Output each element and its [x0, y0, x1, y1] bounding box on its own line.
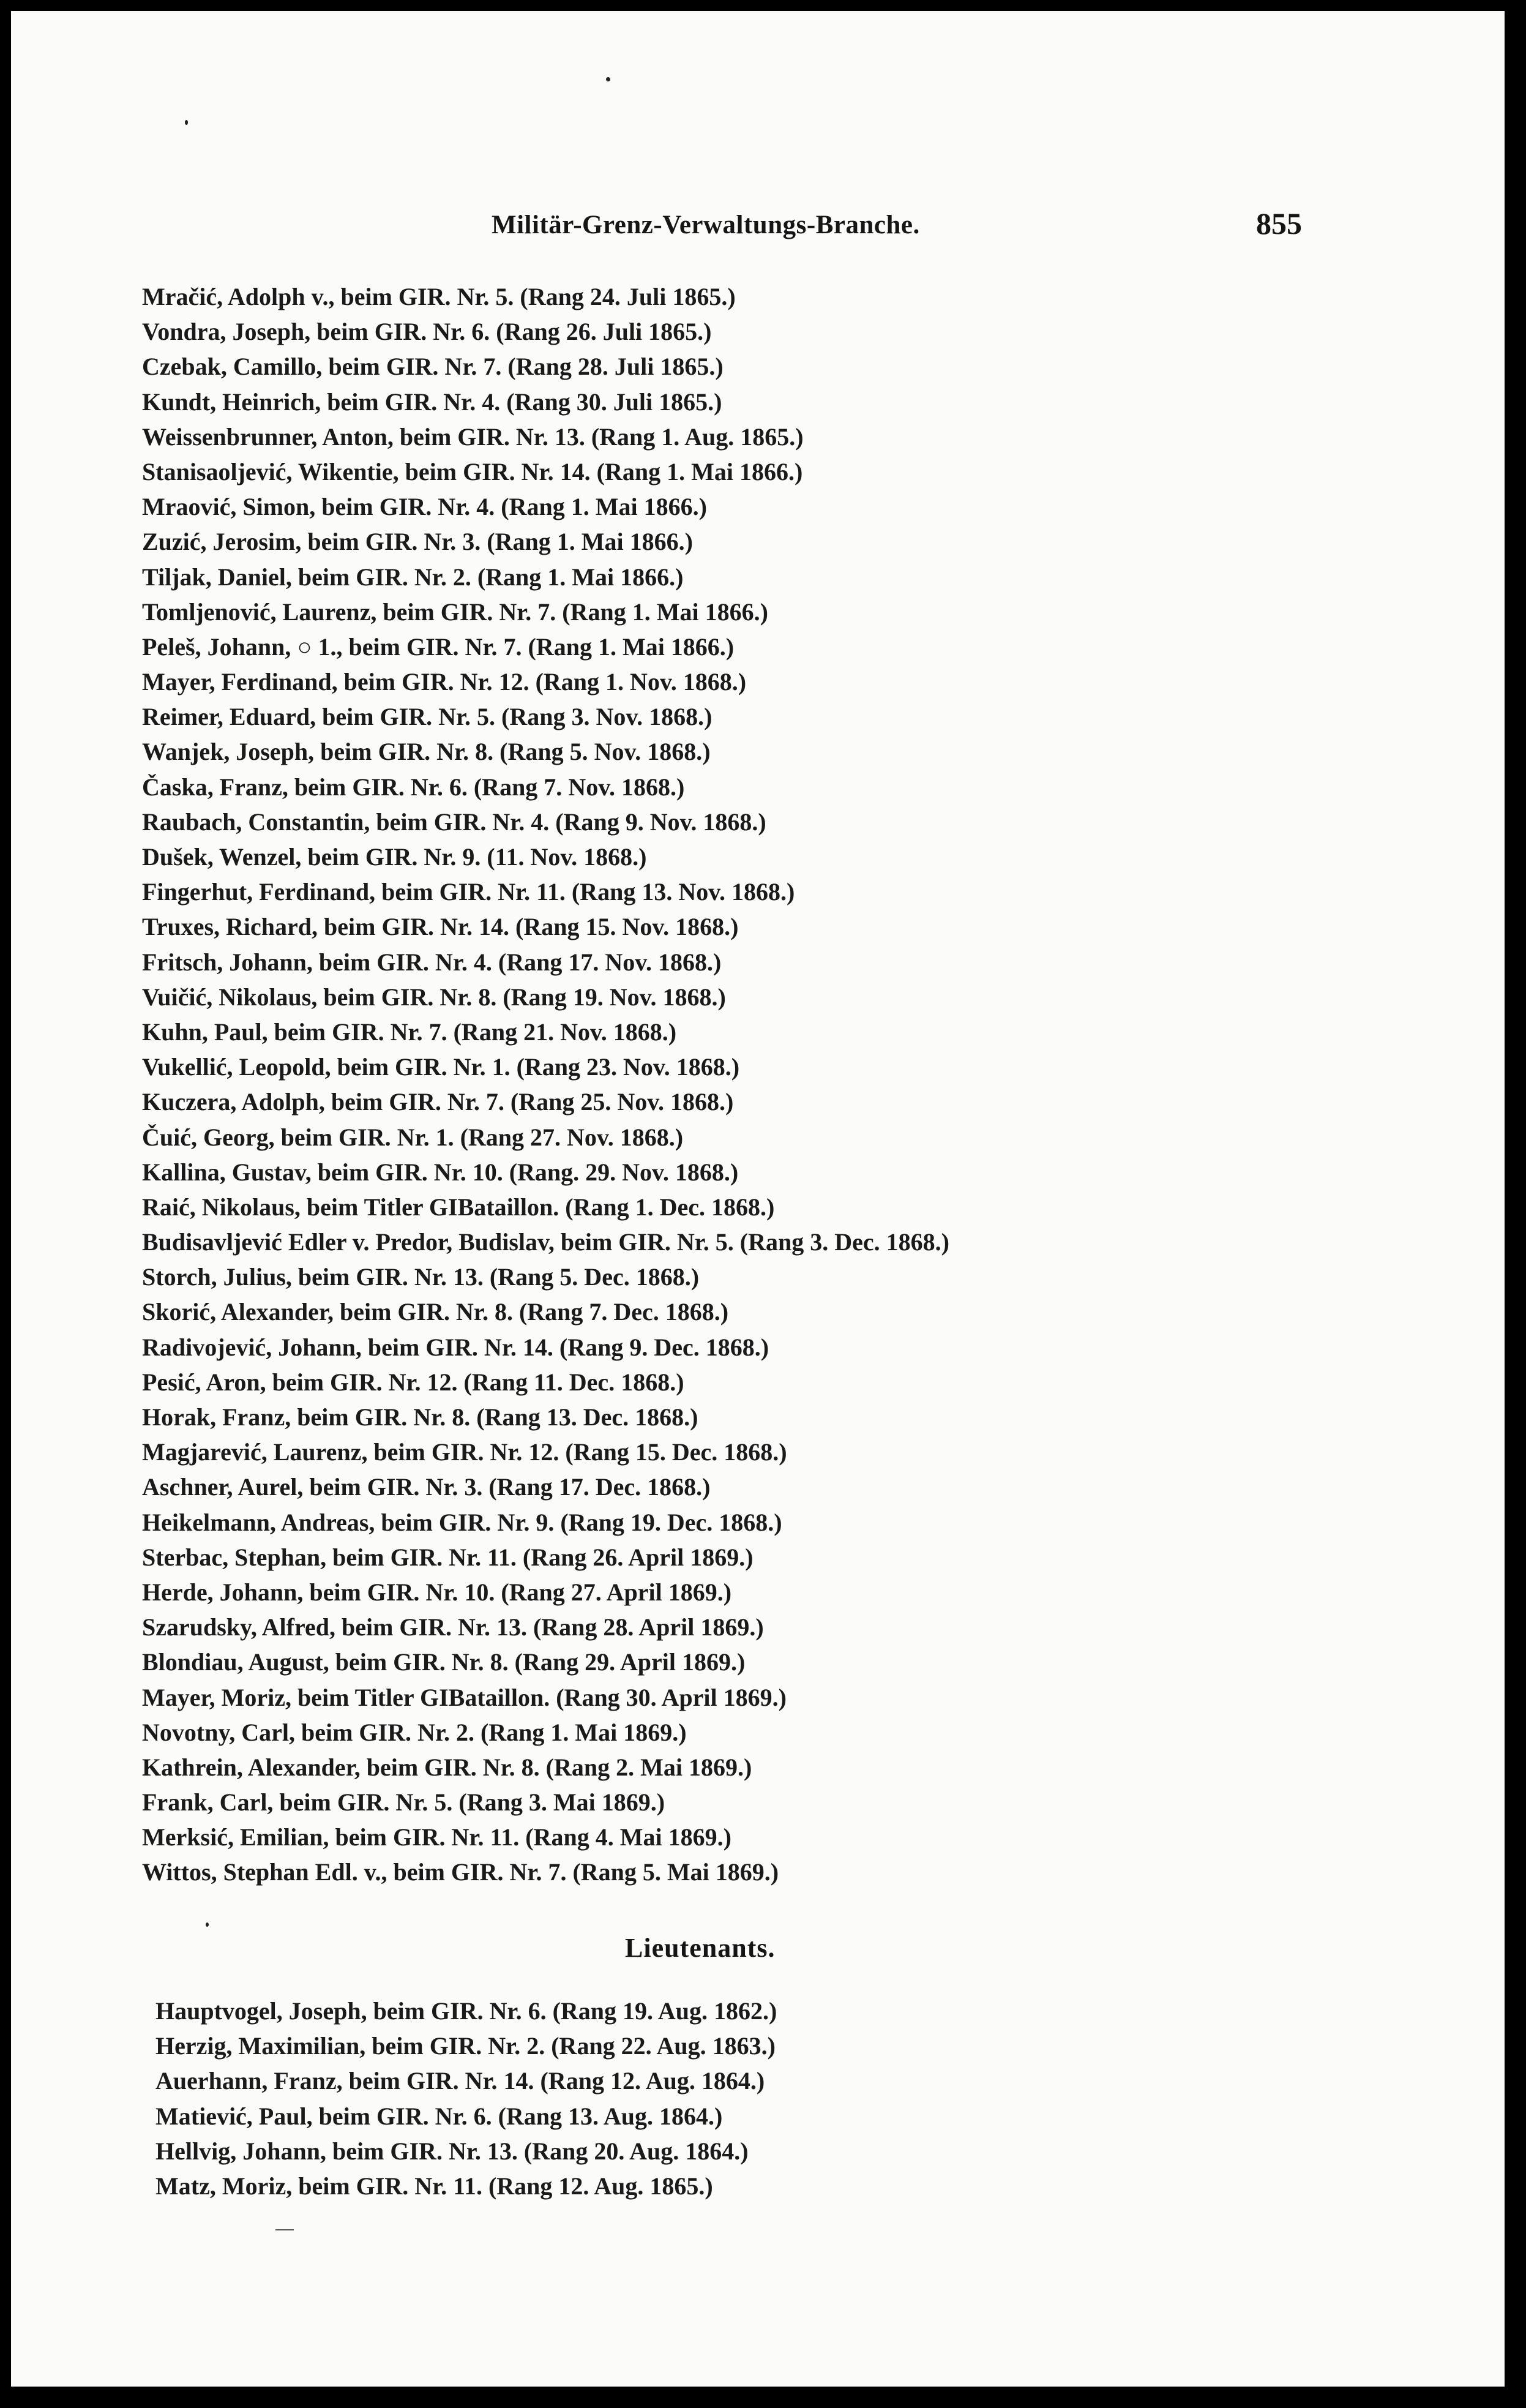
list-item: Mayer, Moriz, beim Titler GIBataillon. (Rang 30. April 1869.)	[142, 1683, 787, 1711]
list-item: Čuić, Georg, beim GIR. Nr. 1. (Rang 27. Nov. 1868.)	[142, 1123, 684, 1151]
list-item: Kundt, Heinrich, beim GIR. Nr. 4. (Rang 30. Juli 1865.)	[142, 388, 722, 416]
list-item: Skorić, Alexander, beim GIR. Nr. 8. (Rang 7. Dec. 1868.)	[142, 1298, 729, 1326]
ink-speck	[185, 120, 188, 125]
list-item: Pesić, Aron, beim GIR. Nr. 12. (Rang 11. Dec. 1868.)	[142, 1368, 684, 1396]
list-item: Wittos, Stephan Edl. v., beim GIR. Nr. 7. (Rang 5. Mai 1869.)	[142, 1858, 779, 1886]
list-item: Wanjek, Joseph, beim GIR. Nr. 8. (Rang 5. Nov. 1868.)	[142, 738, 711, 766]
list-item: Czebak, Camillo, beim GIR. Nr. 7. (Rang 28. Juli 1865.)	[142, 353, 724, 381]
page	[11, 11, 1505, 2387]
list-item: Kuczera, Adolph, beim GIR. Nr. 7. (Rang 25. Nov. 1868.)	[142, 1088, 734, 1116]
list-item: Fingerhut, Ferdinand, beim GIR. Nr. 11. (Rang 13. Nov. 1868.)	[142, 878, 795, 906]
list-item: Mayer, Ferdinand, beim GIR. Nr. 12. (Rang 1. Nov. 1868.)	[142, 668, 747, 696]
list-item: Szarudsky, Alfred, beim GIR. Nr. 13. (Rang 28. April 1869.)	[142, 1613, 764, 1641]
list-item: Novotny, Carl, beim GIR. Nr. 2. (Rang 1. Mai 1869.)	[142, 1718, 687, 1746]
list-item: Radivojević, Johann, beim GIR. Nr. 14. (Rang 9. Dec. 1868.)	[142, 1333, 769, 1361]
list-item: Kallina, Gustav, beim GIR. Nr. 10. (Rang. 29. Nov. 1868.)	[142, 1158, 739, 1186]
ink-speck	[606, 77, 610, 81]
list-item: Frank, Carl, beim GIR. Nr. 5. (Rang 3. Mai 1869.)	[142, 1788, 665, 1817]
list-item: Matiević, Paul, beim GIR. Nr. 6. (Rang 13. Aug. 1864.)	[155, 2102, 723, 2130]
list-item: Magjarević, Laurenz, beim GIR. Nr. 12. (Rang 15. Dec. 1868.)	[142, 1438, 787, 1466]
list-item: Storch, Julius, beim GIR. Nr. 13. (Rang 5. Dec. 1868.)	[142, 1263, 700, 1291]
list-item: Kathrein, Alexander, beim GIR. Nr. 8. (Rang 2. Mai 1869.)	[142, 1753, 752, 1781]
list-item: Raubach, Constantin, beim GIR. Nr. 4. (Rang 9. Nov. 1868.)	[142, 808, 766, 836]
list-item: Stanisaoljević, Wikentie, beim GIR. Nr. 14. (Rang 1. Mai 1866.)	[142, 457, 803, 486]
list-item: Mraović, Simon, beim GIR. Nr. 4. (Rang 1. Mai 1866.)	[142, 493, 707, 521]
list-item: Truxes, Richard, beim GIR. Nr. 14. (Rang 15. Nov. 1868.)	[142, 913, 739, 941]
list-item: Horak, Franz, beim GIR. Nr. 8. (Rang 13. Dec. 1868.)	[142, 1403, 698, 1431]
list-item: Hellvig, Johann, beim GIR. Nr. 13. (Rang 20. Aug. 1864.)	[155, 2137, 749, 2165]
list-item: Mračić, Adolph v., beim GIR. Nr. 5. (Rang 24. Juli 1865.)	[142, 283, 736, 310]
list-item: Herde, Johann, beim GIR. Nr. 10. (Rang 27. April 1869.)	[142, 1578, 732, 1606]
lieutenant-list	[155, 1994, 1196, 2204]
list-item: Vukellić, Leopold, beim GIR. Nr. 1. (Rang 23. Nov. 1868.)	[142, 1053, 740, 1081]
list-item: Tiljak, Daniel, beim GIR. Nr. 2. (Rang 1. Mai 1866.)	[142, 563, 684, 591]
list-item: Fritsch, Johann, beim GIR. Nr. 4. (Rang 17. Nov. 1868.)	[142, 948, 722, 976]
list-item: Hauptvogel, Joseph, beim GIR. Nr. 6. (Rang 19. Aug. 1862.)	[155, 1997, 777, 2025]
list-item: Raić, Nikolaus, beim Titler GIBataillon. (Rang 1. Dec. 1868.)	[142, 1193, 775, 1221]
list-item: Blondiau, August, beim GIR. Nr. 8. (Rang 29. April 1869.)	[142, 1648, 746, 1676]
captain-list	[142, 279, 1489, 1890]
ink-speck	[206, 1922, 209, 1927]
list-item: Aschner, Aurel, beim GIR. Nr. 3. (Rang 17. Dec. 1868.)	[142, 1473, 711, 1501]
list-item: Sterbac, Stephan, beim GIR. Nr. 11. (Rang 26. April 1869.)	[142, 1543, 754, 1571]
list-item: Dušek, Wenzel, beim GIR. Nr. 9. (11. Nov. 1868.)	[142, 843, 647, 871]
list-item: Reimer, Eduard, beim GIR. Nr. 5. (Rang 3. Nov. 1868.)	[142, 703, 713, 731]
list-item: Kuhn, Paul, beim GIR. Nr. 7. (Rang 21. Nov. 1868.)	[142, 1018, 677, 1046]
list-item: Peleš, Johann, ○ 1., beim GIR. Nr. 7. (Rang 1. Mai 1866.)	[142, 632, 735, 661]
list-item: Vondra, Joseph, beim GIR. Nr. 6. (Rang 26. Juli 1865.)	[142, 318, 712, 346]
list-item: Časka, Franz, beim GIR. Nr. 6. (Rang 7. Nov. 1868.)	[142, 773, 685, 801]
divider	[275, 2229, 294, 2230]
list-item: Heikelmann, Andreas, beim GIR. Nr. 9. (Rang 19. Dec. 1868.)	[142, 1508, 782, 1536]
list-item: Auerhann, Franz, beim GIR. Nr. 14. (Rang 12. Aug. 1864.)	[155, 2067, 765, 2095]
list-item: Budisavljević Edler v. Predor, Budislav, beim GIR. Nr. 5. (Rang 3. Dec. 1868.)	[142, 1228, 949, 1256]
list-item: Herzig, Maximilian, beim GIR. Nr. 2. (Rang 22. Aug. 1863.)	[155, 2032, 776, 2060]
list-item: Merksić, Emilian, beim GIR. Nr. 11. (Rang 4. Mai 1869.)	[142, 1823, 731, 1851]
list-item: Weissenbrunner, Anton, beim GIR. Nr. 13. (Rang 1. Aug. 1865.)	[142, 422, 804, 451]
list-item: Matz, Moriz, beim GIR. Nr. 11. (Rang 12. Aug. 1865.)	[155, 2172, 713, 2200]
section-heading: Lieutenants.	[625, 1933, 776, 1963]
list-item: Vuičić, Nikolaus, beim GIR. Nr. 8. (Rang 19. Nov. 1868.)	[142, 983, 726, 1011]
list-item: Zuzić, Jerosim, beim GIR. Nr. 3. (Rang 1. Mai 1866.)	[142, 528, 693, 556]
running-header: Militär-Grenz-Verwaltungs-Branche.	[492, 211, 920, 239]
list-item: Tomljenović, Laurenz, beim GIR. Nr. 7. (Rang 1. Mai 1866.)	[142, 598, 768, 626]
page-number: 855	[1256, 206, 1302, 241]
